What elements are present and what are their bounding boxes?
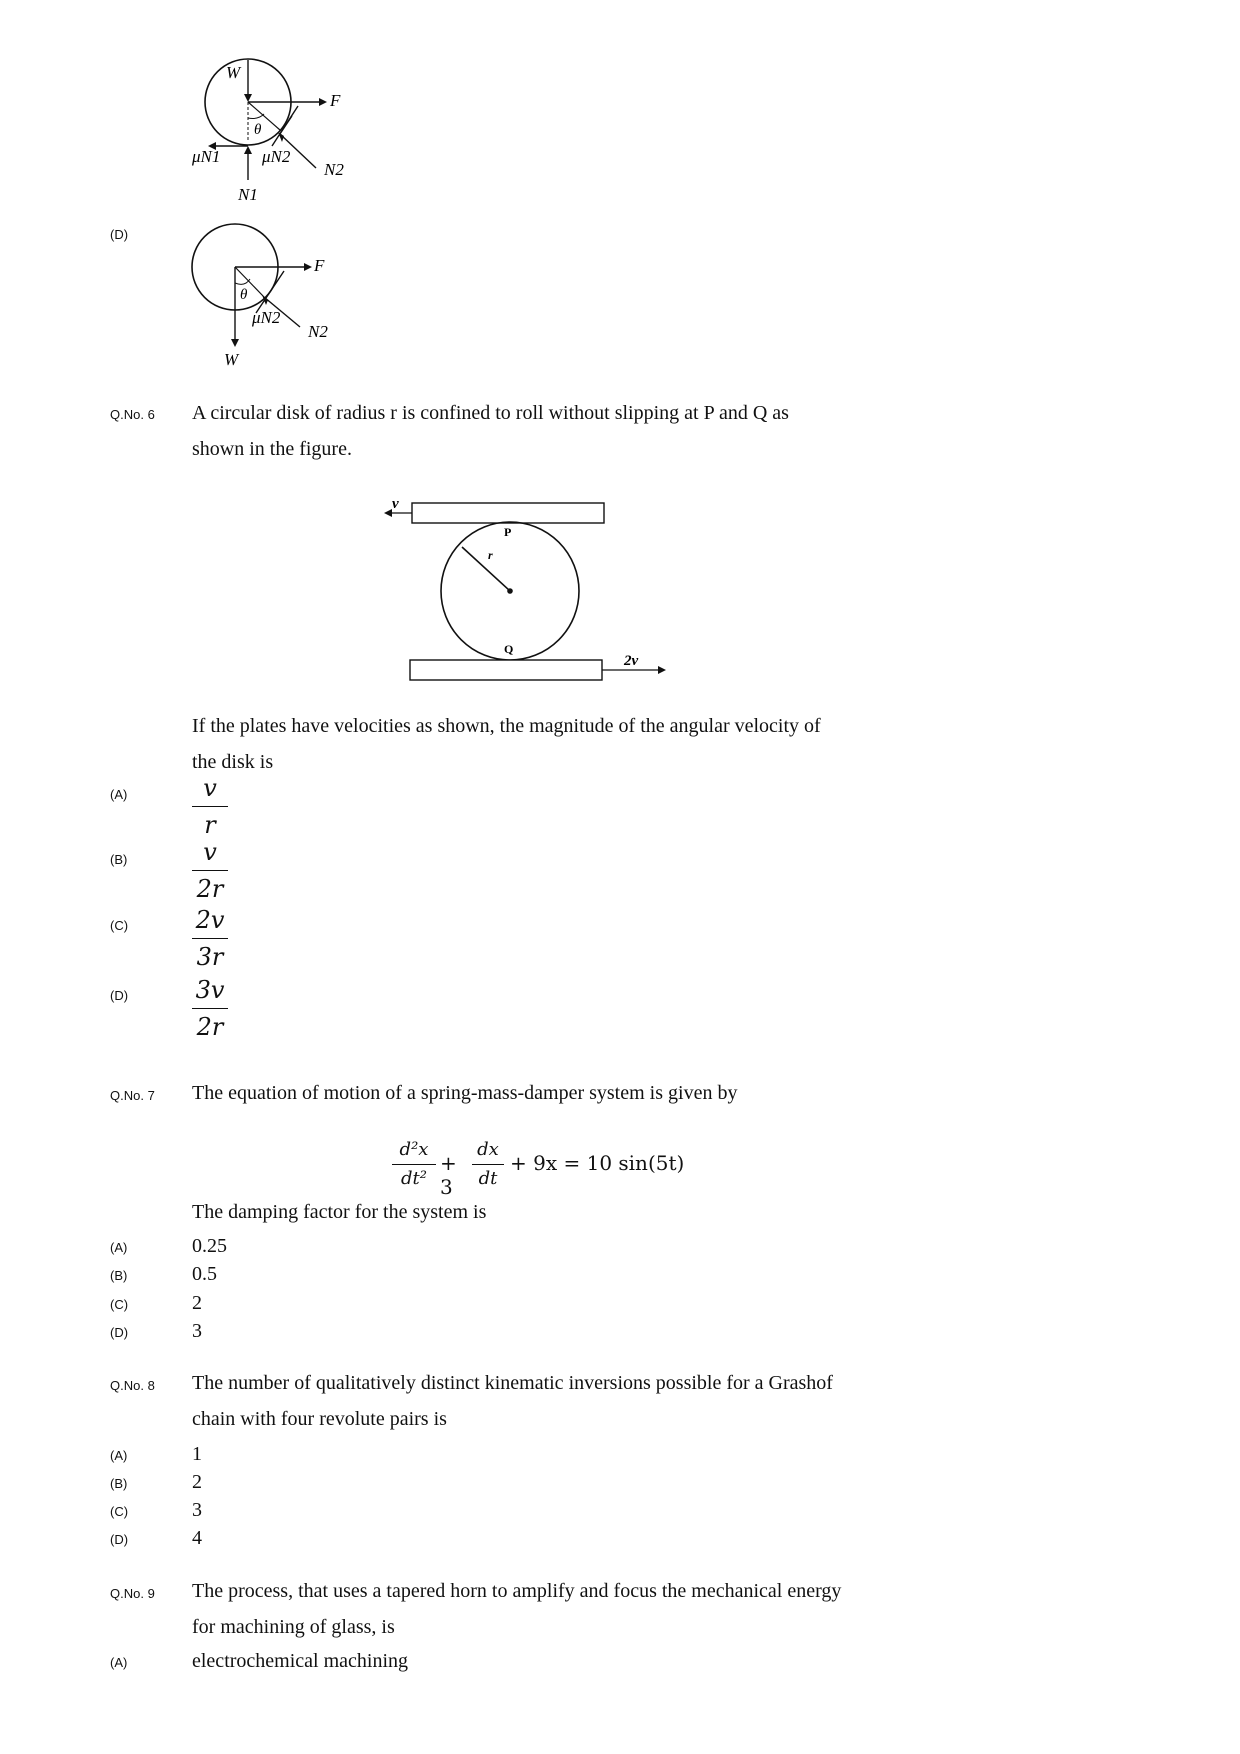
q6-option-d-label: (D) [110, 988, 129, 1003]
q7-question: The damping factor for the system is [192, 1201, 487, 1223]
q9-option-a-label: (A) [110, 1655, 128, 1670]
q9-option-a-text: electrochemical machining [192, 1650, 409, 1672]
q7-option-b-text: 0.5 [192, 1263, 217, 1285]
q8-number: Q.No. 8 [110, 1378, 155, 1393]
q6-stem-line1: A circular disk of radius r is confined to roll without slipping at P and Q as [192, 402, 789, 424]
q7-eq-t2-numerator: dx [477, 1139, 499, 1160]
q7-stem: The equation of motion of a spring-mass-damper system is given by [192, 1082, 738, 1104]
q9-number: Q.No. 9 [110, 1586, 155, 1601]
q7-option-d-label: (D) [110, 1325, 129, 1340]
q6-option-b-label: (B) [110, 852, 128, 867]
q6-option-d-denominator: 2r [196, 1013, 224, 1041]
fbd-figure-d [180, 215, 390, 375]
q6-question-line1: If the plates have velocities as shown, the magnitude of the angular velocity of [192, 715, 821, 737]
disk-p-label: P [504, 525, 512, 539]
q6-option-b-denominator: 2r [196, 875, 224, 903]
q9-stem-line1: The process, that uses a tapered horn to amplify and focus the mechanical energy [192, 1580, 842, 1602]
fbd-c-n1-label: N1 [238, 185, 258, 204]
q8-option-b-label: (B) [110, 1476, 128, 1491]
q6-option-a-fraction [192, 772, 228, 841]
q7-option-a-text: 0.25 [192, 1235, 227, 1257]
q7-eq-first-derivative [472, 1138, 504, 1191]
fbd-d-w-label: W [224, 350, 239, 369]
fraction-bar [192, 1008, 228, 1009]
q8-option-d-label: (D) [110, 1532, 129, 1547]
q6-option-b-fraction [192, 836, 228, 905]
q7-option-b-label: (B) [110, 1268, 128, 1283]
fbd-c-mun2-label: μN2 [262, 147, 291, 166]
q6-option-c-numerator: 2v [195, 906, 225, 934]
q6-option-d-numerator: 3v [195, 976, 225, 1004]
q7-eq-t2-denominator: dt [478, 1168, 498, 1189]
q6-option-d-fraction [192, 974, 228, 1043]
disk-2v-label: 2v [624, 653, 639, 669]
fraction-bar [392, 1164, 436, 1165]
fbd-d-mun2-label: μN2 [252, 308, 281, 327]
q8-option-a-label: (A) [110, 1448, 128, 1463]
disk-figure [380, 495, 680, 690]
fbd-c-f-label: F [330, 91, 341, 110]
q6-option-b-numerator: v [203, 838, 217, 866]
q8-option-c-text: 3 [192, 1499, 202, 1521]
q6-option-c-label: (C) [110, 918, 129, 933]
fbd-d-f-label: F [314, 256, 325, 275]
fraction-bar [192, 806, 228, 807]
q8-option-d-text: 4 [192, 1527, 202, 1549]
q7-eq-rest: + 9x = 10 sin(5t) [510, 1151, 685, 1175]
fraction-bar [192, 870, 228, 871]
q6-stem-line2: shown in the figure. [192, 438, 352, 460]
disk-q-label: Q [504, 642, 514, 656]
fbd-c-mun1-label: μN1 [192, 147, 221, 166]
q8-stem-line1: The number of qualitatively distinct kinematic inversions possible for a Grashof [192, 1372, 833, 1394]
fraction-bar [192, 938, 228, 939]
q8-option-b-text: 2 [192, 1471, 202, 1493]
q9-stem-line2: for machining of glass, is [192, 1616, 395, 1638]
q5-option-d-label: (D) [110, 227, 129, 242]
q6-option-c-fraction [192, 904, 228, 973]
q7-eq-t1-denominator: dt² [401, 1168, 427, 1189]
fbd-d-n2-label: N2 [308, 322, 328, 341]
q8-stem-line2: chain with four revolute pairs is [192, 1408, 447, 1430]
q7-eq-mid: + 3 [440, 1151, 457, 1199]
fraction-bar [472, 1164, 504, 1165]
fbd-c-w-label: W [226, 63, 241, 82]
fbd-d-theta-label: θ [240, 287, 248, 303]
q7-option-a-label: (A) [110, 1240, 128, 1255]
q7-option-c-label: (C) [110, 1297, 129, 1312]
fbd-c-n2-label: N2 [324, 160, 344, 179]
q6-option-a-numerator: v [203, 774, 217, 802]
q7-number: Q.No. 7 [110, 1088, 155, 1103]
q6-option-c-denominator: 3r [196, 943, 224, 971]
q8-option-a-text: 1 [192, 1443, 202, 1465]
disk-r-label: r [488, 548, 493, 562]
q7-option-d-text: 3 [192, 1320, 202, 1342]
q6-number: Q.No. 6 [110, 407, 155, 422]
fbd-c-theta-label: θ [254, 122, 262, 138]
q8-option-c-label: (C) [110, 1504, 129, 1519]
q6-question-line2: the disk is [192, 751, 274, 773]
q7-eq-second-derivative [392, 1138, 436, 1191]
q6-option-a-denominator: r [204, 811, 216, 839]
disk-v-label: v [392, 496, 399, 512]
q7-eq-t1-numerator: d²x [399, 1139, 429, 1160]
q6-option-a-label: (A) [110, 787, 128, 802]
fbd-figure-c [180, 50, 390, 220]
q7-option-c-text: 2 [192, 1292, 202, 1314]
